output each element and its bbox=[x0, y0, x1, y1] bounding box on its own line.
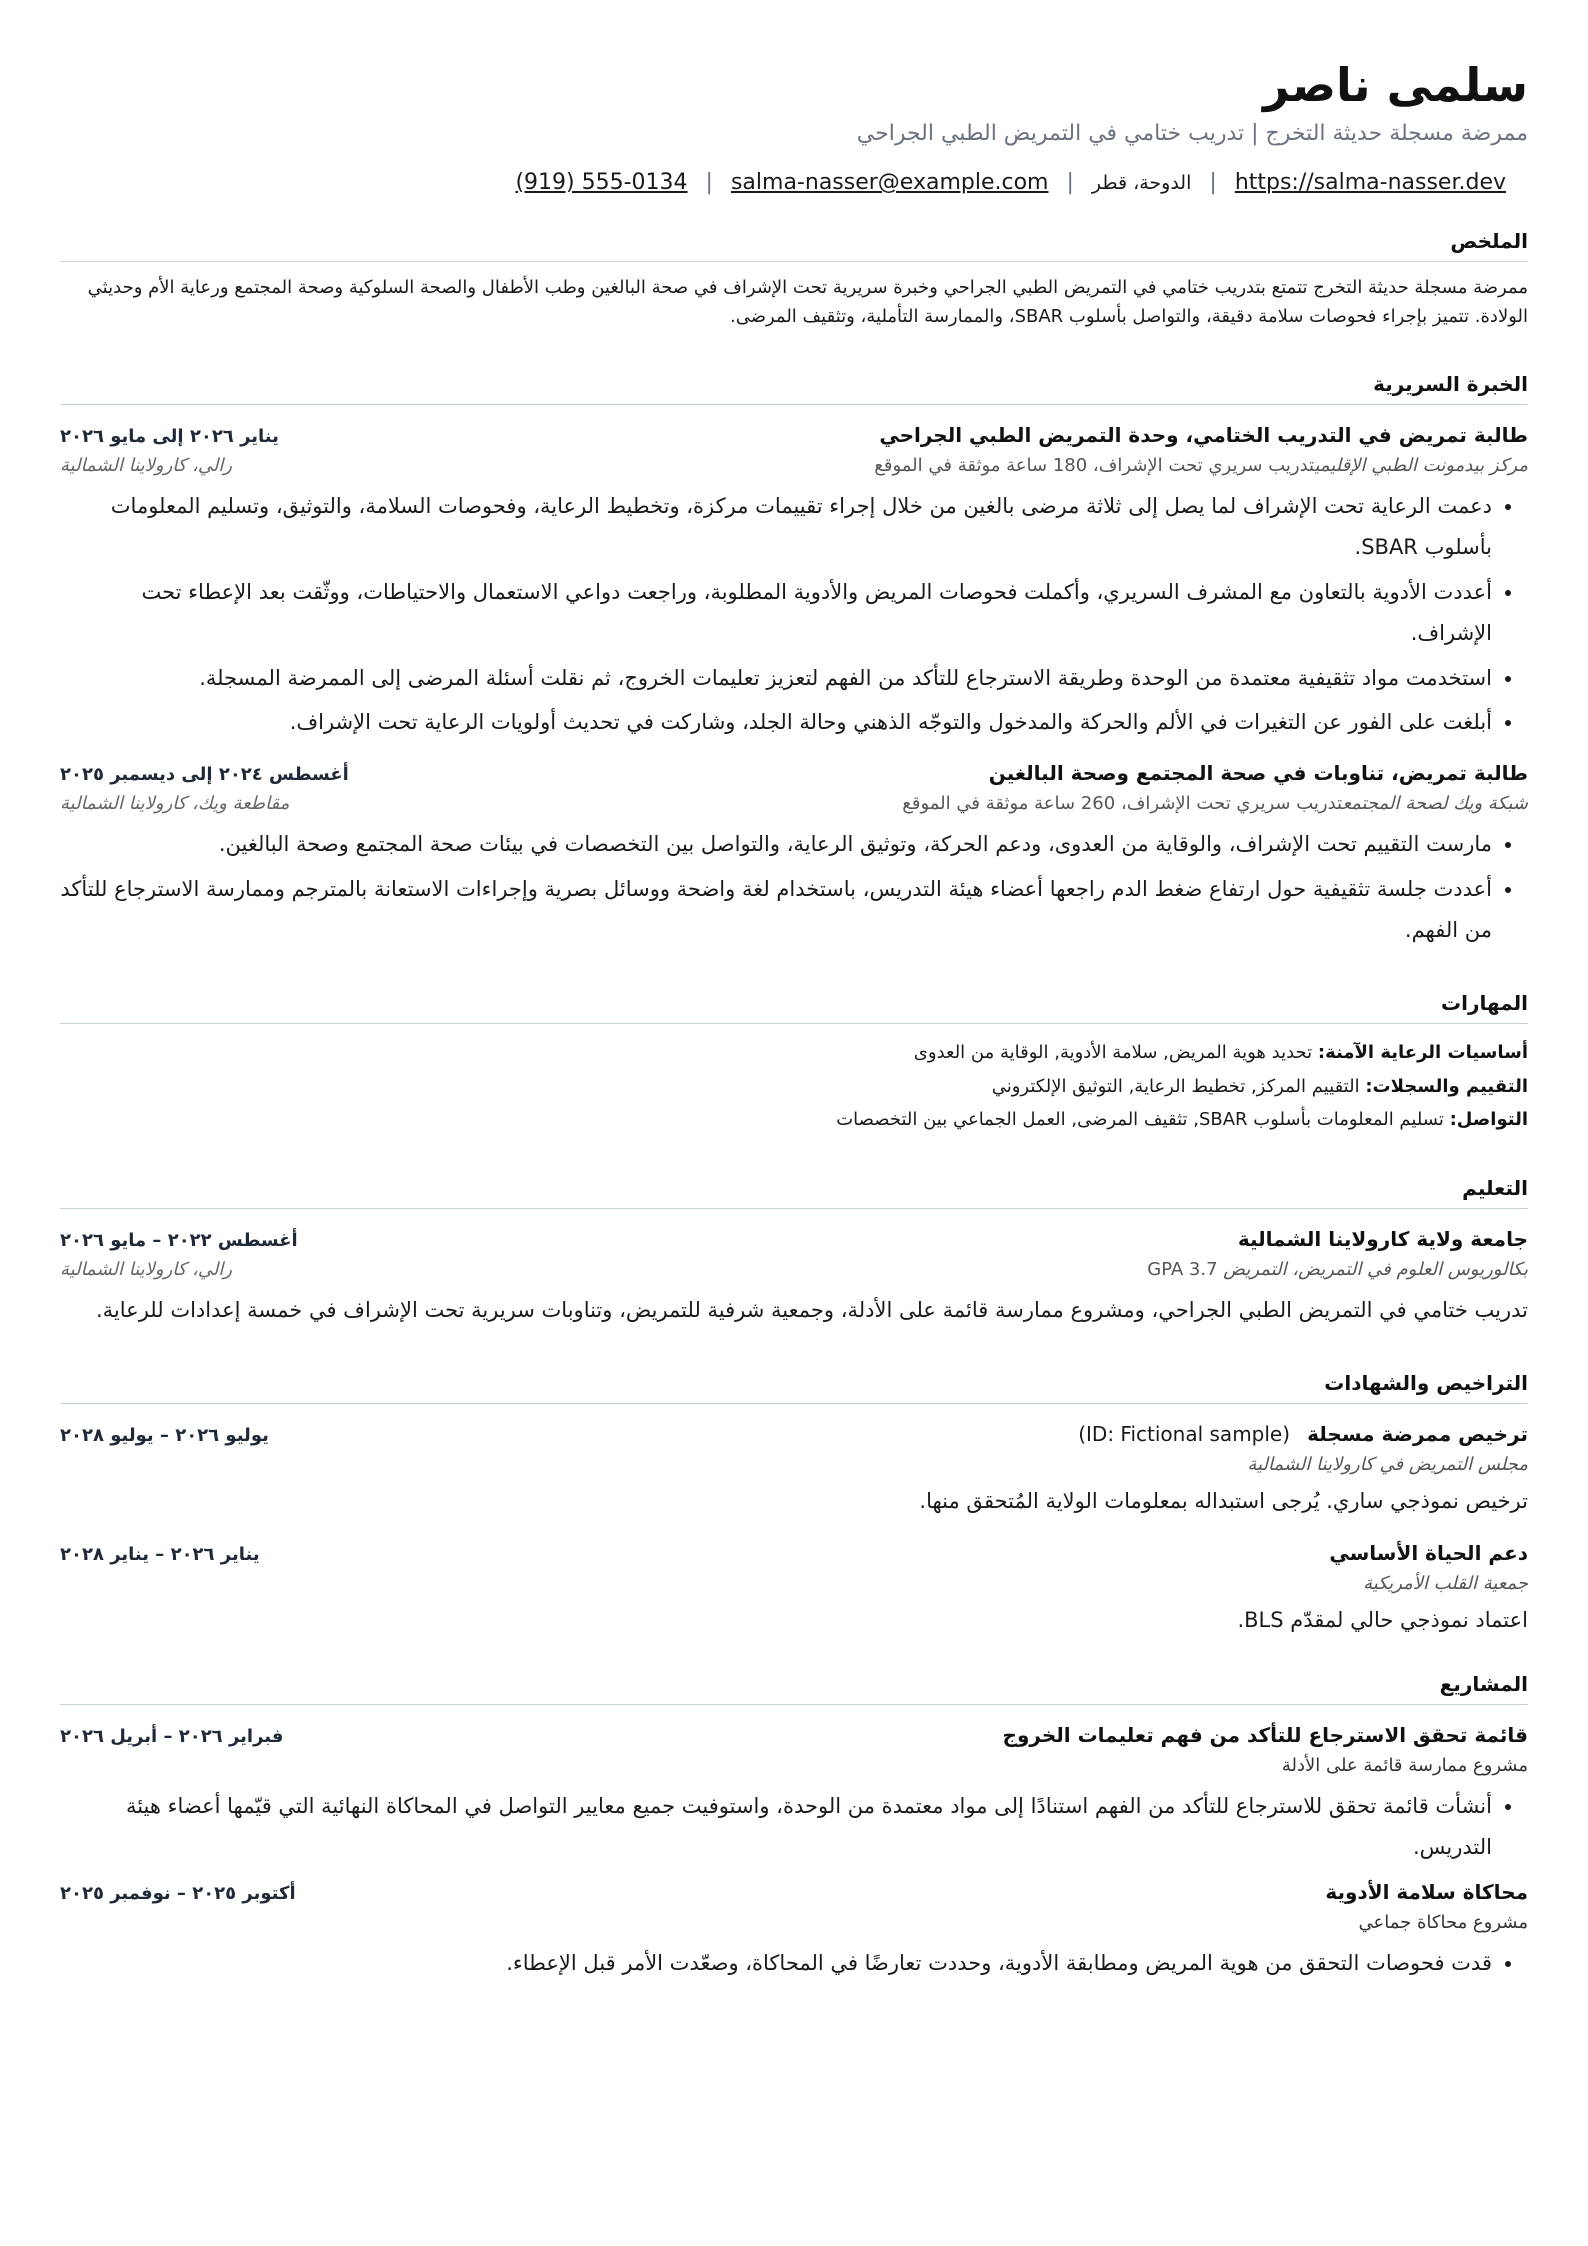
experience-heading: الخبرة السريرية bbox=[60, 372, 1528, 405]
certification-id: (ID: Fictional sample) bbox=[1078, 1422, 1291, 1447]
project-name: محاكاة سلامة الأدوية bbox=[1325, 1879, 1528, 1904]
phone-link[interactable]: (919) 555-0134 bbox=[515, 170, 688, 196]
skill-group-items: تحديد هوية المريض, سلامة الأدوية, الوقاية من العدوى bbox=[913, 1042, 1313, 1064]
skills-heading: المهارات bbox=[60, 991, 1528, 1024]
project-subtitle: مشروع ممارسة قائمة على الأدلة bbox=[1281, 1755, 1528, 1777]
job-dates: يناير ٢٠٢٦ إلى مايو ٢٠٢٦ bbox=[60, 425, 279, 447]
summary-text: ممرضة مسجلة حديثة التخرج تتمتع بتدريب ختامي في التمريض الطبي الجراحي وخبرة سريرية تحت الإشراف في صحة البالغين وطب الأطفال والصحة السلوكية وصحة المجتمع ورعاية الأم وحديثي الولادة. تتميز بإجراء فحوصات سلامة دقيقة، والتواصل بأسلوب SBAR، والممارسة التأملية، وتثقيف المرضى. bbox=[87, 277, 1528, 327]
bullet-item: • أعددت جلسة تثقيفية حول ارتفاع ضغط الدم راجعها أعضاء هيئة التدريس، باستخدام لغة واضحة ووسائل بصرية وإجراءات الاستعانة بالمترجم وممارسة الاسترجاع للتأكد من الفهم. bbox=[60, 869, 1492, 951]
project-entry bbox=[60, 1880, 1528, 1984]
contact-separator: | bbox=[705, 170, 713, 196]
bullet-item: • مارست التقييم تحت الإشراف، والوقاية من العدوى، ودعم الحركة، وتوثيق الرعاية، والتواصل بين التخصصات في بيئات صحة المجتمع وصحة البالغين. bbox=[60, 824, 1492, 865]
experience-entry bbox=[60, 761, 1528, 951]
job-bullets bbox=[60, 824, 1528, 951]
certification-description: اعتماد نموذجي حالي لمقدّم BLS. bbox=[1237, 1608, 1528, 1633]
job-location: مقاطعة ويك، كارولاينا الشمالية bbox=[60, 793, 290, 815]
job-title: طالبة تمريض، تناوبات في صحة المجتمع وصحة البالغين bbox=[988, 761, 1528, 786]
certification-description: ترخيص نموذجي ساري. يُرجى استبداله بمعلومات الولاية المُتحقق منها. bbox=[919, 1489, 1528, 1514]
project-dates: أكتوبر ٢٠٢٥ – نوفمبر ٢٠٢٥ bbox=[60, 1882, 296, 1904]
bullet-item: • أعددت الأدوية بالتعاون مع المشرف السريري، وأكملت فحوصات المريض والأدوية المطلوبة، وراجعت دواعي الاستعمال والاحتياطات، ووثّقت بعد الإعطاء تحت الإشراف. bbox=[60, 572, 1492, 654]
education-description: تدريب ختامي في التمريض الطبي الجراحي، ومشروع ممارسة قائمة على الأدلة، وجمعية شرفية للتمريض، وتناوبات سريرية تحت الإشراف في خمسة إعدادات للرعاية. bbox=[96, 1298, 1528, 1323]
certification-entry bbox=[60, 1541, 1528, 1632]
certification-issuer: جمعية القلب الأمريكية bbox=[1363, 1573, 1528, 1595]
certification-name: ترخيص ممرضة مسجلة bbox=[1307, 1422, 1528, 1447]
skill-group-label: أساسيات الرعاية الآمنة: bbox=[1317, 1042, 1528, 1064]
employer-name: مركز بيدمونت الطبي الإقليمي bbox=[1314, 454, 1528, 476]
employer-name: شبكة ويك لصحة المجتمع bbox=[1342, 793, 1528, 815]
experience-entry bbox=[60, 423, 1528, 744]
certification-dates: يوليو ٢٠٢٦ – يوليو ٢٠٢٨ bbox=[60, 1425, 269, 1447]
skill-group-items: تسليم المعلومات بأسلوب SBAR, تثقيف المرضى, العمل الجماعي بين التخصصات bbox=[836, 1108, 1444, 1130]
project-name: قائمة تحقق الاسترجاع للتأكد من فهم تعليمات الخروج bbox=[1002, 1723, 1528, 1748]
certification-dates: يناير ٢٠٢٦ – يناير ٢٠٢٨ bbox=[60, 1544, 260, 1566]
summary-heading: الملخص bbox=[60, 229, 1528, 262]
project-subtitle: مشروع محاكاة جماعي bbox=[1358, 1911, 1528, 1933]
job-title: طالبة تمريض في التدريب الختامي، وحدة التمريض الطبي الجراحي bbox=[879, 422, 1528, 447]
job-dates: أغسطس ٢٠٢٤ إلى ديسمبر ٢٠٢٥ bbox=[60, 764, 349, 786]
skill-group-label: التواصل: bbox=[1449, 1108, 1528, 1130]
headline: ممرضة مسجلة حديثة التخرج | تدريب ختامي في التمريض الطبي الجراحي bbox=[856, 121, 1528, 147]
gpa: GPA 3.7 bbox=[1147, 1259, 1218, 1281]
bullet-item: • أنشأت قائمة تحقق للاسترجاع للتأكد من الفهم استنادًا إلى مواد معتمدة من الوحدة، واستوفيت جميع معايير التواصل في المحاكاة النهائية التي قيّمها أعضاء هيئة التدريس. bbox=[60, 1786, 1492, 1868]
project-entry bbox=[60, 1723, 1528, 1868]
education-dates: أغسطس ٢٠٢٢ – مايو ٢٠٢٦ bbox=[60, 1230, 298, 1252]
job-bullets bbox=[60, 486, 1528, 744]
skill-group-label: التقييم والسجلات: bbox=[1365, 1075, 1528, 1097]
contact-separator: | bbox=[1066, 170, 1074, 196]
bullet-item: • أبلغت على الفور عن التغيرات في الألم والحركة والمدخول والتوجّه الذهني وحالة الجلد، وشاركت في تحديث أولويات الرعاية تحت الإشراف. bbox=[60, 702, 1492, 743]
certification-entry bbox=[60, 1422, 1528, 1513]
certification-issuer: مجلس التمريض في كارولاينا الشمالية bbox=[1247, 1454, 1528, 1476]
school-location: رالي، كارولاينا الشمالية bbox=[60, 1259, 233, 1281]
certifications-heading: التراخيص والشهادات bbox=[60, 1371, 1528, 1404]
degree-name: بكالوريوس العلوم في التمريض، التمريض bbox=[1223, 1259, 1528, 1281]
location-text: الدوحة، قطر bbox=[1091, 171, 1192, 194]
project-dates: فبراير ٢٠٢٦ – أبريل ٢٠٢٦ bbox=[60, 1726, 284, 1748]
email-link[interactable]: salma-nasser@example.com bbox=[730, 170, 1049, 196]
skill-group-items: التقييم المركز, تخطيط الرعاية, التوثيق الإلكتروني bbox=[991, 1075, 1360, 1097]
website-link[interactable]: https://salma-nasser.dev bbox=[1234, 170, 1506, 196]
job-detail: تدريب سريري تحت الإشراف، 180 ساعة موثقة في الموقع bbox=[874, 454, 1315, 476]
bullet-item: • استخدمت مواد تثقيفية معتمدة من الوحدة وطريقة الاسترجاع للتأكد من الفهم لتعزيز تعليمات الخروج، ثم نقلت أسئلة المرضى إلى الممرضة المسجلة. bbox=[60, 658, 1492, 699]
school-name: جامعة ولاية كارولاينا الشمالية bbox=[1237, 1227, 1528, 1252]
certification-name: دعم الحياة الأساسي bbox=[1329, 1541, 1528, 1566]
skill-group bbox=[60, 1103, 1528, 1136]
bullet-item: • قدت فحوصات التحقق من هوية المريض ومطابقة الأدوية، وحددت تعارضًا في المحاكاة، وصعّدت الأمر قبل الإعطاء. bbox=[60, 1943, 1492, 1984]
job-detail: تدريب سريري تحت الإشراف، 260 ساعة موثقة في الموقع bbox=[902, 793, 1343, 815]
skills-list bbox=[60, 1036, 1528, 1136]
candidate-name: سلمى ناصر bbox=[1262, 58, 1528, 112]
projects-heading: المشاريع bbox=[60, 1672, 1528, 1705]
skill-group bbox=[60, 1070, 1528, 1103]
education-entry bbox=[60, 1227, 1528, 1331]
job-location: رالي، كارولاينا الشمالية bbox=[60, 454, 233, 476]
skill-group bbox=[60, 1036, 1528, 1069]
project-bullets bbox=[60, 1943, 1528, 1984]
contact-separator: | bbox=[1209, 170, 1217, 196]
education-heading: التعليم bbox=[60, 1176, 1528, 1209]
bullet-item: • دعمت الرعاية تحت الإشراف لما يصل إلى ثلاثة مرضى بالغين من خلال إجراء تقييمات مركزة، وتخطيط الرعاية، وفحوصات السلامة، والتوثيق، وتسليم المعلومات بأسلوب SBAR. bbox=[60, 486, 1492, 568]
project-bullets bbox=[60, 1786, 1528, 1868]
contact-bar bbox=[60, 170, 1528, 195]
